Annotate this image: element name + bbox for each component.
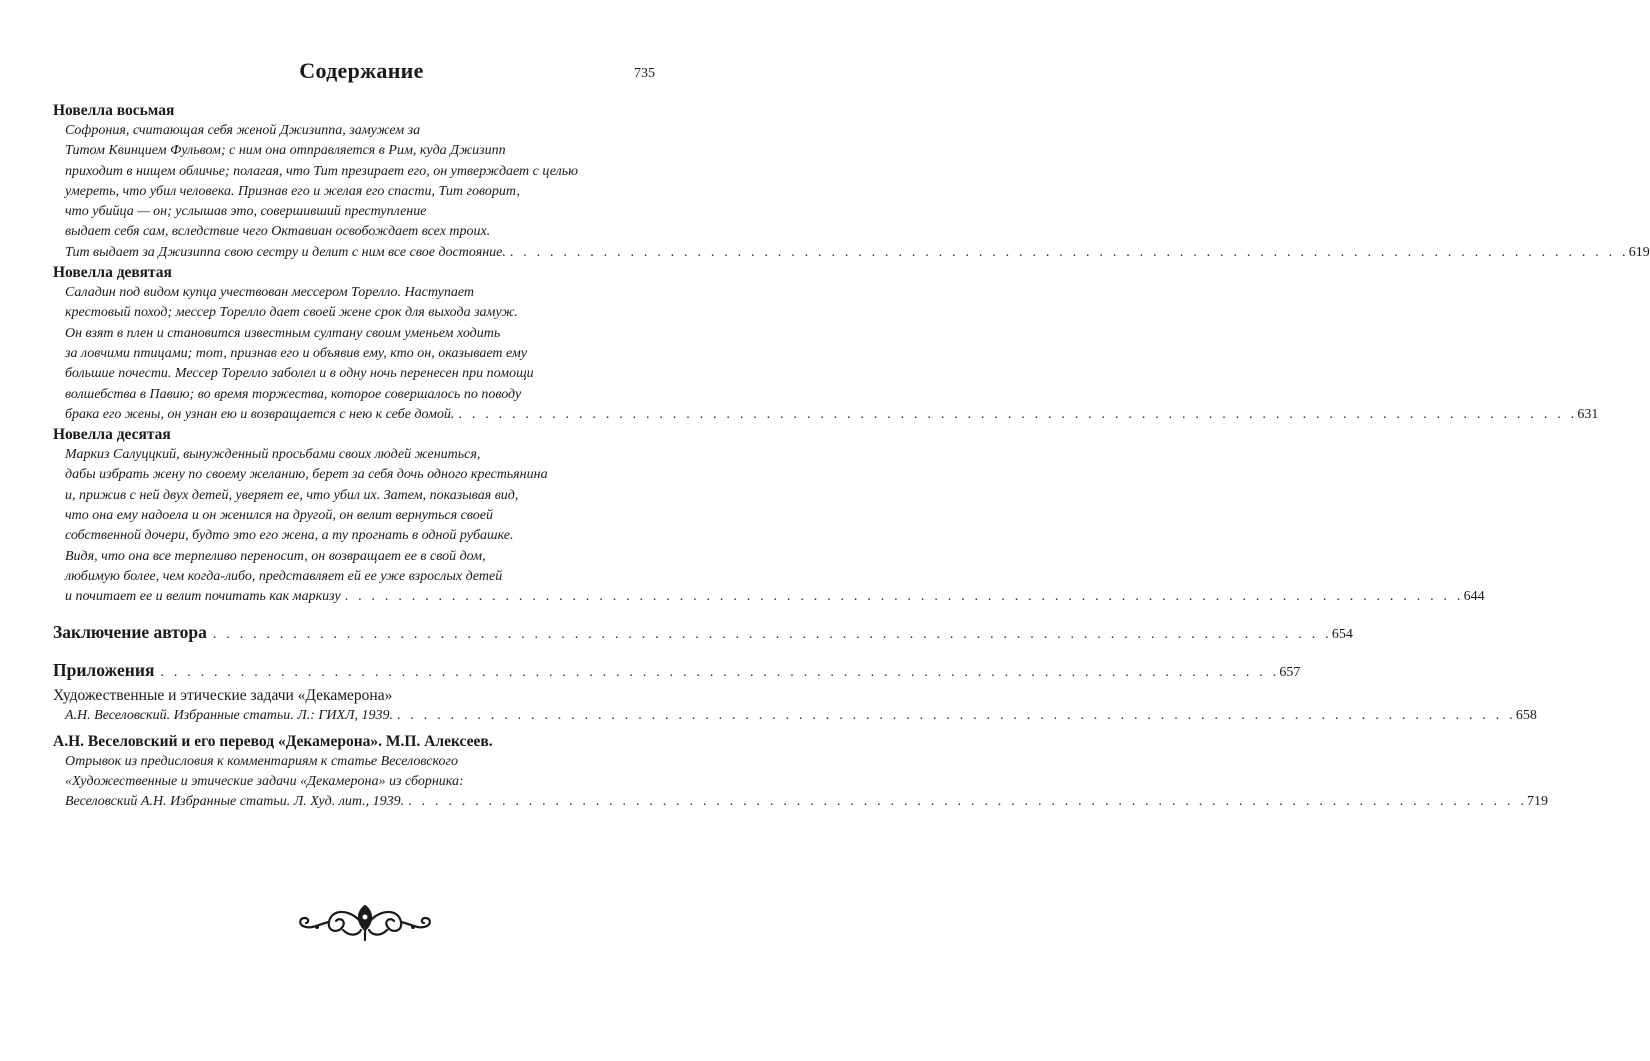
description-line: и почитает ее и велит почитать как маркизу: [65, 589, 341, 605]
entry-heading: Заключение автора: [53, 621, 207, 642]
entry-heading: Новелла десятая: [53, 426, 171, 444]
entry-page-number: 657: [1279, 664, 1301, 680]
description-line: Саладин под видом купца учествован мессером Торелло. Наступает: [65, 285, 474, 301]
toc-entry-appendices[interactable]: [53, 659, 1301, 686]
entry-page-number: 644: [1463, 589, 1485, 605]
description-line: что убийца — он; услышав это, совершивший преступление: [65, 204, 427, 220]
description-line: большие почести. Мессер Торелло заболел и в одну ночь перенесен при помощи: [65, 366, 534, 382]
dot-leader: . . . . . . . . . . . . . . . . . . . . . . . . . . . . . . . . . . . . . . . . . . . . . . . . . . . . . . . . . . . . . . . . . . . . . . . . . . . . . . . . . . . .: [509, 244, 1629, 260]
entry-page-number: 631: [1577, 406, 1599, 422]
description-last-line: [65, 792, 1549, 812]
description-last-line: [65, 405, 1599, 425]
floral-ornament-icon: [295, 900, 435, 942]
entry-page-number: 654: [1331, 626, 1353, 642]
entry-heading: Приложения: [53, 659, 155, 680]
description-line: и, прижив с ней двух детей, уверяет ее, что убил их. Затем, показывая вид,: [65, 487, 519, 503]
entry-description: [53, 121, 1650, 263]
table-of-contents: [53, 101, 1650, 813]
description-line: за ловчими птицами; тот, признав его и объявив ему, кто он, оказывает ему: [65, 345, 527, 361]
description-line: «Художественные и этические задачи «Декамерона» из сборника:: [65, 774, 464, 790]
description-line: Софрония, считающая себя женой Джизиппа, замужем за: [65, 123, 421, 138]
page-header: [0, 58, 723, 92]
entry-page-number: 719: [1527, 794, 1549, 810]
entry-description: [53, 752, 1549, 813]
description-line: умереть, что убил человека. Признав его и желая его спасти, Тит говорит,: [65, 183, 520, 199]
entry-page-number: 658: [1515, 707, 1537, 723]
dot-leader: . . . . . . . . . . . . . . . . . . . . . . . . . . . . . . . . . . . . . . . . . . . . . . . . . . . . . . . . . . . . . . . . . . . . . . . . . . . . . . . . . . . .: [344, 589, 1464, 605]
description-line: дабы избрать жену по своему желанию, берет за себя дочь одного крестьянина: [65, 467, 548, 483]
entry-heading: Новелла восьмая: [53, 102, 175, 119]
toc-entry-appendix-2[interactable]: [53, 732, 1549, 813]
description-line: Маркиз Салуццкий, вынужденный просьбами своих людей жениться,: [65, 447, 481, 463]
description-line: Титом Квинцием Фульвом; с ним она отправляется в Рим, куда Джизипп: [65, 143, 506, 159]
description-line: волшебства в Павию; во время торжества, которое совершалось по поводу: [65, 386, 522, 402]
entry-heading: А.Н. Веселовский и его перевод «Декамерона». М.П. Алексеев.: [53, 732, 493, 750]
entry-page-number: 619: [1628, 244, 1650, 260]
toc-entry-novella-9[interactable]: [53, 263, 1599, 425]
toc-entry-appendix-1[interactable]: [53, 686, 1537, 726]
description-line: собственной дочери, будто это его жена, а ту прогнать в одной рубашке.: [65, 528, 514, 544]
page-number: 735: [634, 66, 655, 81]
description-line: крестовый поход; мессер Торелло дает своей жене срок для выхода замуж.: [65, 305, 518, 321]
entry-description: [53, 445, 1485, 607]
description-last-line: [65, 706, 1537, 726]
description-line: любимую более, чем когда-либо, представляет ей ее уже взрослых детей: [65, 568, 503, 584]
description-line: Он взят в плен и становится известным султану своим уменьем ходить: [65, 325, 501, 341]
entry-heading: Художественные и этические задачи «Декамерона»: [53, 686, 393, 704]
page-title: Содержание: [299, 58, 424, 83]
description-last-line: [65, 243, 1650, 263]
description-line: брака его жены, он узнан ею и возвращается с нею к себе домой.: [65, 406, 455, 422]
description-line: выдает себя сам, вследствие чего Октавиан освобождает всех троих.: [65, 224, 491, 240]
dot-leader: . . . . . . . . . . . . . . . . . . . . . . . . . . . . . . . . . . . . . . . . . . . . . . . . . . . . . . . . . . . . . . . . . . . . . . . . . . . . . . . . . . . .: [458, 406, 1578, 422]
description-line: А.Н. Веселовский. Избранные статьи. Л.: ГИХЛ, 1939.: [65, 707, 393, 723]
description-line: Видя, что она все терпеливо переносит, он возвращает ее в свой дом,: [65, 548, 486, 564]
dot-leader: . . . . . . . . . . . . . . . . . . . . . . . . . . . . . . . . . . . . . . . . . . . . . . . . . . . . . . . . . . . . . . . . . . . . . . . . . . . . . . . . . . . .: [397, 707, 1516, 723]
description-line: приходит в нищем обличье; полагая, что Тит презирает его, он утверждает с целью: [65, 163, 578, 179]
description-line: Веселовский А.Н. Избранные статьи. Л. Худ. лит., 1939.: [65, 794, 405, 810]
dot-leader: . . . . . . . . . . . . . . . . . . . . . . . . . . . . . . . . . . . . . . . . . . . . . . . . . . . . . . . . . . . . . . . . . . . . . . . . . . . . . . . . . . . .: [408, 794, 1528, 810]
description-line: Тит выдает за Джизиппа свою сестру и делит с ним все свое достояние.: [65, 244, 506, 260]
entry-heading: Новелла девятая: [53, 264, 172, 282]
dot-leader: . . . . . . . . . . . . . . . . . . . . . . . . . . . . . . . . . . . . . . . . . . . . . . . . . . . . . . . . . . . . . . . . . . . . . . . . . . . . . . . . . . . .: [212, 626, 1332, 642]
description-line: Отрывок из предисловия к комментариям к статье Веселовского: [65, 753, 458, 769]
entry-description: [53, 706, 1537, 726]
toc-entry-novella-10[interactable]: [53, 425, 1485, 607]
toc-entry-novella-8[interactable]: [53, 101, 1650, 263]
toc-entry-conclusion[interactable]: [53, 621, 1353, 648]
description-line: что она ему надоела и он женился на другой, он велит вернуться своей: [65, 508, 493, 524]
dot-leader: . . . . . . . . . . . . . . . . . . . . . . . . . . . . . . . . . . . . . . . . . . . . . . . . . . . . . . . . . . . . . . . . . . . . . . . . . . . . . . . . . . . .: [160, 664, 1280, 680]
entry-description: [53, 283, 1599, 425]
description-last-line: [65, 587, 1485, 607]
